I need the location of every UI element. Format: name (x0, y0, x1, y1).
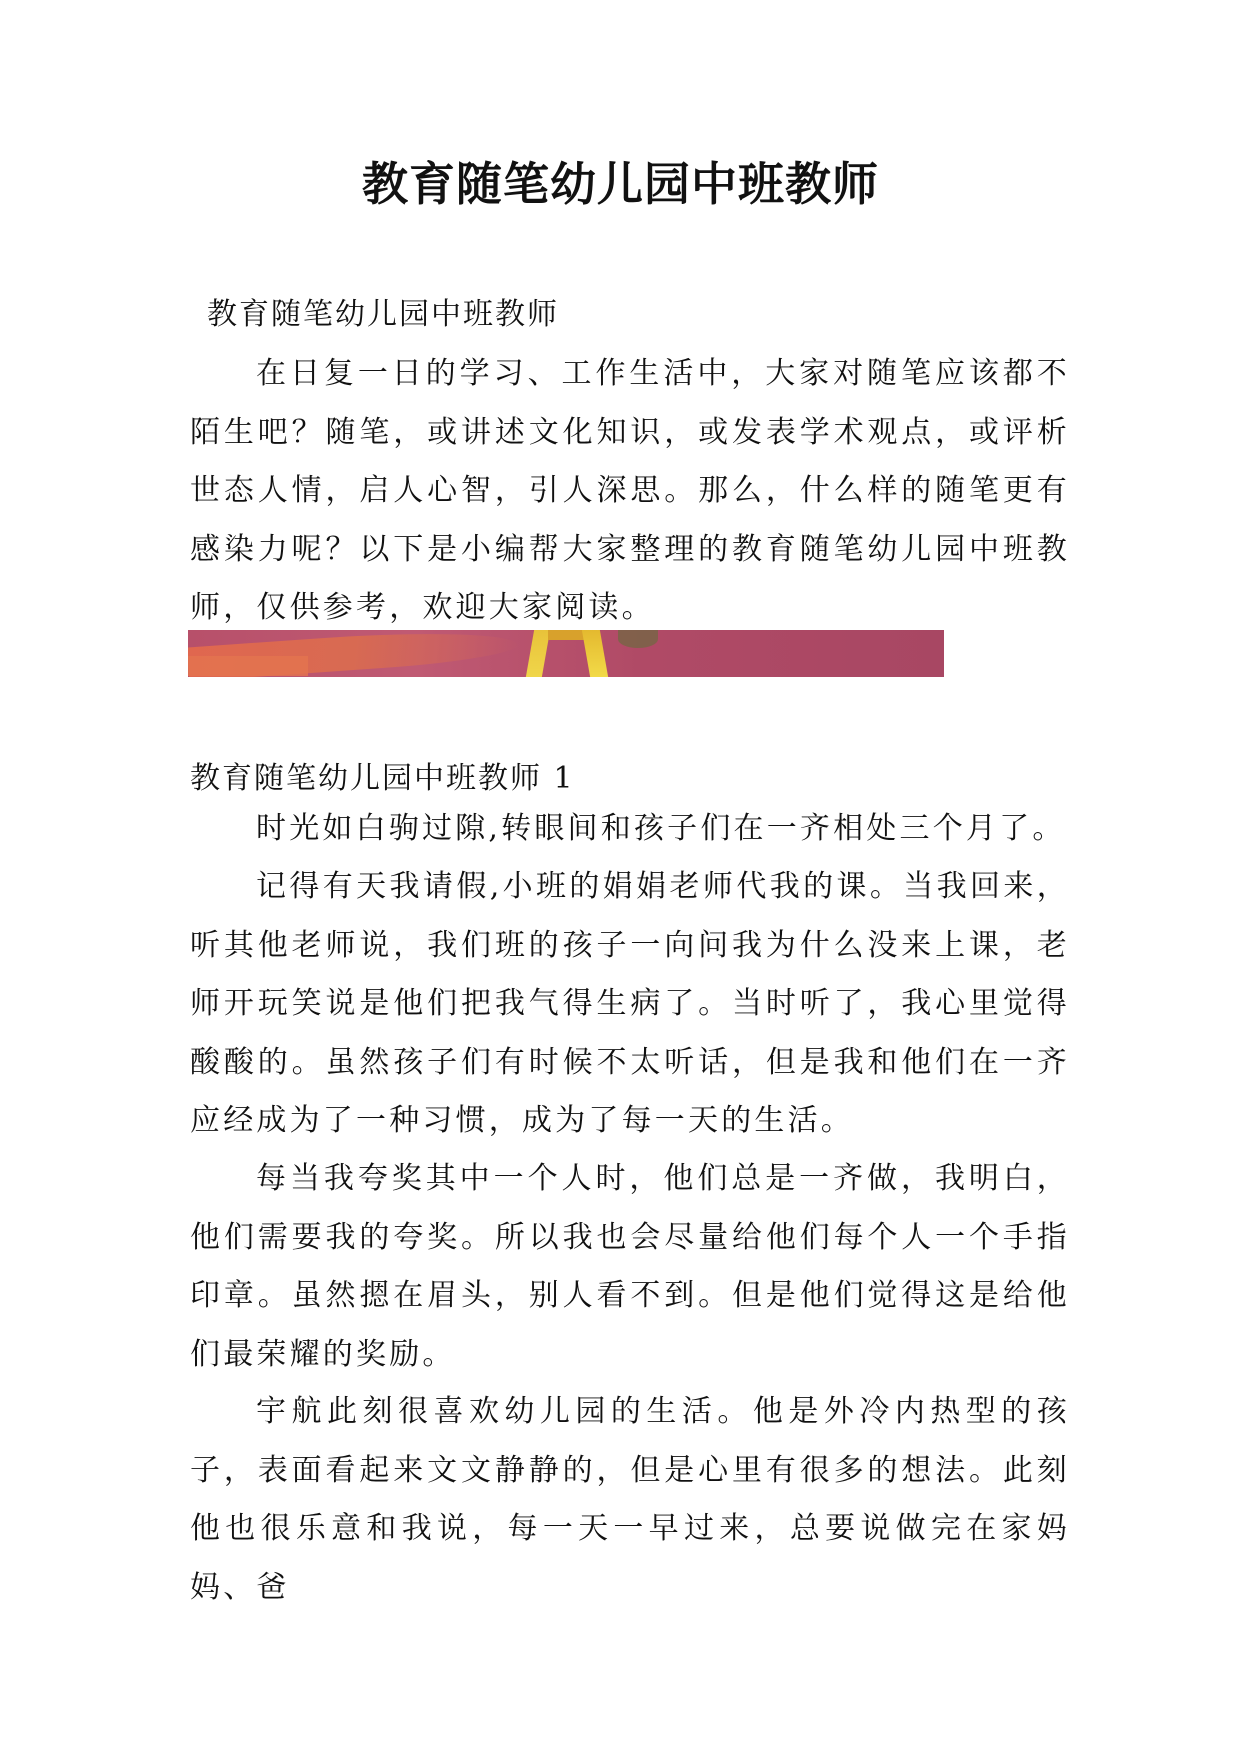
photo-shadow (618, 630, 658, 648)
intro-paragraph: 在日复一日的学习、工作生活中，大家对随笔应该都不陌生吧？随笔，或讲述文化知识，或发表学术观点，或评析世态人情，启人心智，引人深思。那么，什么样的随笔更有感染力呢？以下是小编帮大家整理的教育随笔幼儿园中班教师，仅供参考，欢迎大家阅读。 (190, 356, 1070, 625)
document-title: 教育随笔幼儿园中班教师 (362, 157, 879, 211)
body-paragraph: 时光如白驹过隙,转眼间和孩子们在一齐相处三个月了。 (256, 811, 1066, 846)
body-paragraph: 记得有天我请假,小班的娟娟老师代我的课。当我回来，听其他老师说，我们班的孩子一向问我为什么没来上课，老师开玩笑说是他们把我气得生病了。当时听了，我心里觉得酸酸的。虽然孩子们有时候不太听话，但是我和他们在一齐应经成为了一种习惯，成为了每一天的生活。 (190, 869, 1070, 1138)
cropped-photo (188, 630, 944, 677)
section-heading: 教育随笔幼儿园中班教师 1 (190, 761, 575, 796)
photo-chair-leg-right (582, 630, 608, 677)
body-paragraph: 宇航此刻很喜欢幼儿园的生活。他是外冷内热型的孩子，表面看起来文文静静的，但是心里有很多的想法。此刻他也很乐意和我说，每一天一早过来，总要说做完在家妈妈、爸 (190, 1394, 1070, 1605)
photo-streak-lower (188, 656, 308, 676)
photo-chair-leg-left (526, 630, 550, 677)
photo-chair-seat (548, 630, 584, 640)
body-paragraph: 每当我夸奖其中一个人时，他们总是一齐做，我明白，他们需要我的夸奖。所以我也会尽量给他们每个人一个手指印章。虽然摁在眉头，别人看不到。但是他们觉得这是给他们最荣耀的奖励。 (190, 1161, 1070, 1372)
document-subtitle: 教育随笔幼儿园中班教师 (207, 297, 559, 332)
